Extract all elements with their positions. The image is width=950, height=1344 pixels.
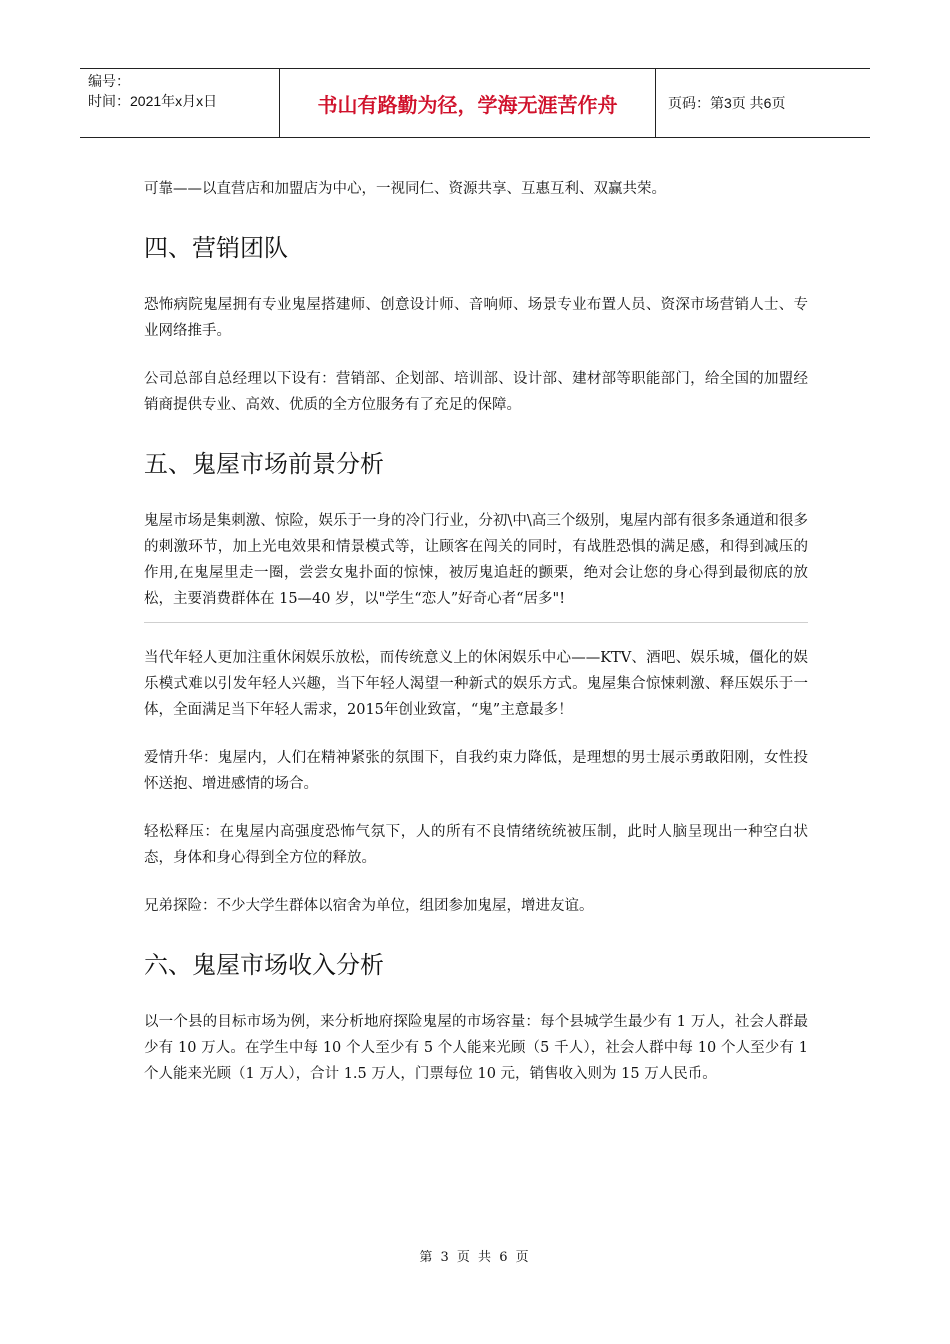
paragraph-team-members: 恐怖病院鬼屋拥有专业鬼屋搭建师、创意设计师、音响师、场景专业布置人员、资深市场营销人士、专业网络推手。	[144, 297, 808, 339]
header-page-info: 页码：第3页 共6页	[668, 95, 786, 111]
paragraph-revenue-analysis: 以一个县的目标市场为例，来分析地府探险鬼屋的市场容量：每个县城学生最少有 1 万人，社会人群最少有 10 万人。在学生中每 10 个人至少有 5 个人能来光顾（5 千人），社会人群中每 10 个人至少有 1 个人能来光顾（1 万人），合计 1.5 万人，门票每位 10 元，销售收入则为 15 万人民币。	[144, 1014, 808, 1082]
paragraph-brothers: 兄弟探险：不少大学生群体以宿舍为单位，组团参加鬼屋，增进友谊。	[144, 898, 594, 914]
document-header	[80, 68, 870, 138]
paragraph-intro: 可靠——以直营店和加盟店为中心，一视同仁、资源共享、互惠互利、双赢共荣。	[144, 181, 666, 197]
document-body	[144, 176, 808, 1109]
section-heading-market-outlook: 五、鬼屋市场前景分析	[144, 450, 384, 478]
section-heading-revenue: 六、鬼屋市场收入分析	[144, 951, 384, 979]
section-divider	[144, 622, 808, 623]
paragraph-young-people: 当代年轻人更加注重休闲娱乐放松，而传统意义上的休闲娱乐中心——KTV、酒吧、娱乐城，僵化的娱乐模式难以引发年轻人兴趣，当下年轻人渴望一种新式的娱乐方式。鬼屋集合惊悚刺激、释压娱乐于一体，全面满足当下年轻人需求，2015年创业致富，“鬼”主意最多！	[144, 650, 808, 718]
section-heading-marketing-team: 四、营销团队	[144, 234, 288, 262]
paragraph-departments: 公司总部自总经理以下设有：营销部、企划部、培训部、设计部、建材部等职能部门，给全国的加盟经销商提供专业、高效、优质的全方位服务有了充足的保障。	[144, 371, 808, 413]
page-footer: 第 3 页 共 6 页	[419, 1250, 531, 1265]
header-meta-cell	[80, 69, 280, 137]
header-motto: 书山有路勤为径，学海无涯苦作舟	[280, 69, 656, 137]
paragraph-market-overview: 鬼屋市场是集刺激、惊险，娱乐于一身的冷门行业，分初\中\高三个级别，鬼屋内部有很多条通道和很多的刺激环节，加上光电效果和情景模式等，让顾客在闯关的同时，有战胜恐惧的满足感，和得到减压的作用,在鬼屋里走一圈，尝尝女鬼扑面的惊悚，被厉鬼追赶的颤栗，绝对会让您的身心得到最彻底的放松，主要消费群体在 15—40 岁，以"学生“恋人”好奇心者“居多"!	[144, 513, 808, 607]
document-number-label: 编号：	[88, 73, 130, 89]
paragraph-stress-relief: 轻松释压：在鬼屋内高强度恐怖气氛下，人的所有不良情绪统统被压制，此时人脑呈现出一种空白状态，身体和身心得到全方位的释放。	[144, 824, 808, 866]
paragraph-love: 爱情升华：鬼屋内，人们在精神紧张的氛围下，自我约束力降低，是理想的男士展示勇敢阳刚，女性投怀送抱、增进感情的场合。	[144, 750, 808, 792]
document-date: 时间：2021年x月x日	[88, 93, 218, 109]
